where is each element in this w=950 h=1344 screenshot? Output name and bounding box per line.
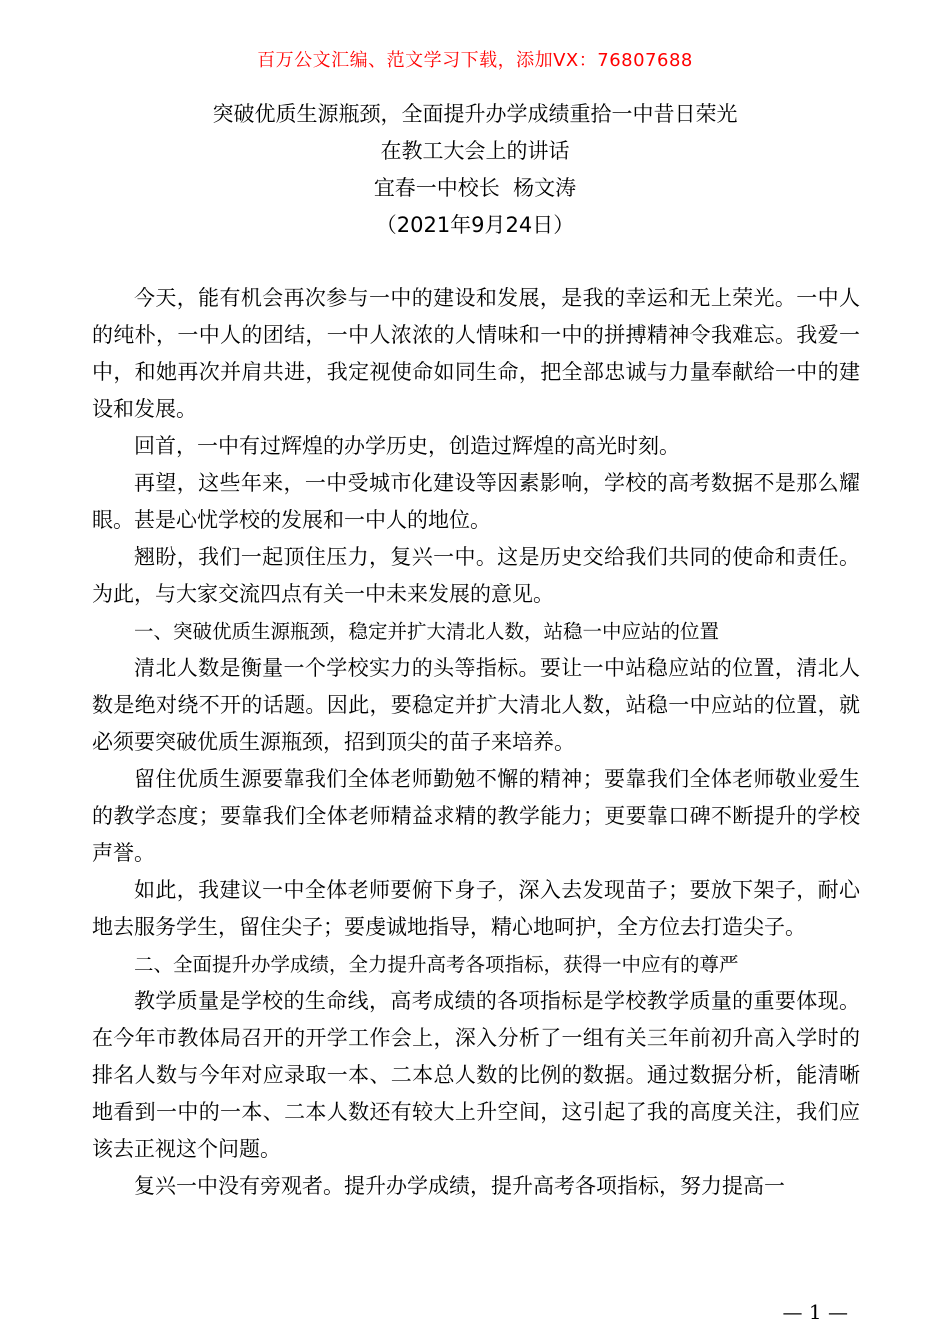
page-number: — 1 —: [782, 1300, 848, 1324]
paragraph: 留住优质生源要靠我们全体老师勤勉不懈的精神；要靠我们全体老师敬业爱生的教学态度；要靠我们全体老师精益求精的教学能力；更要靠口碑不断提升的学校声誉。: [92, 767, 860, 865]
section-heading-1: 一、突破优质生源瓶颈，稳定并扩大清北人数，站稳一中应站的位置: [134, 620, 720, 643]
speech-title: 突破优质生源瓶颈，全面提升办学成绩重拾一中昔日荣光: [212, 102, 738, 126]
paragraph: 今天，能有机会再次参与一中的建设和发展，是我的幸运和无上荣光。一中人的纯朴，一中人的团结，一中人浓浓的人情味和一中的拼搏精神令我难忘。我爱一中，和她再次并肩共进，我定视使命如同生命，把全部忠诚与力量奉献给一中的建设和发展。: [92, 286, 860, 421]
body-text: [92, 280, 860, 1205]
speech-occasion: 在教工大会上的讲话: [380, 139, 570, 163]
speech-date: （2021年9月24日）: [375, 213, 575, 237]
paragraph: 复兴一中没有旁观者。提升办学成绩，提升高考各项指标，努力提高一: [134, 1174, 785, 1198]
speaker-line: 宜春一中校长 杨文涛: [373, 176, 577, 200]
paragraph: 翘盼，我们一起顶住压力，复兴一中。这是历史交给我们共同的使命和责任。为此，与大家交流四点有关一中未来发展的意见。: [92, 545, 860, 606]
paragraph: 如此，我建议一中全体老师要俯下身子，深入去发现苗子；要放下架子，耐心地去服务学生，留住尖子；要虔诚地指导，精心地呵护，全方位去打造尖子。: [92, 878, 860, 939]
paragraph: 回首，一中有过辉煌的办学历史，创造过辉煌的高光时刻。: [134, 434, 680, 458]
paragraph: 清北人数是衡量一个学校实力的头等指标。要让一中站稳应站的位置，清北人数是绝对绕不开的话题。因此，要稳定并扩大清北人数，站稳一中应站的位置，就必须要突破优质生源瓶颈，招到顶尖的苗子来培养。: [92, 656, 860, 754]
paragraph: 再望，这些年来，一中受城市化建设等因素影响，学校的高考数据不是那么耀眼。甚是心忧学校的发展和一中人的地位。: [92, 471, 860, 532]
title-block: [0, 96, 950, 244]
section-heading-2: 二、全面提升办学成绩，全力提升高考各项指标，获得一中应有的尊严: [134, 953, 739, 976]
watermark-text: 百万公文汇编、范文学习下载，添加VX：76807688: [257, 50, 693, 71]
paragraph: 教学质量是学校的生命线，高考成绩的各项指标是学校教学质量的重要体现。在今年市教体局召开的开学工作会上，深入分析了一组有关三年前初升高入学时的排名人数与今年对应录取一本、二本总人数的比例的数据。通过数据分析，能清晰地看到一中的一本、二本人数还有较大上升空间，这引起了我的高度关注，我们应该去正视这个问题。: [92, 989, 860, 1161]
